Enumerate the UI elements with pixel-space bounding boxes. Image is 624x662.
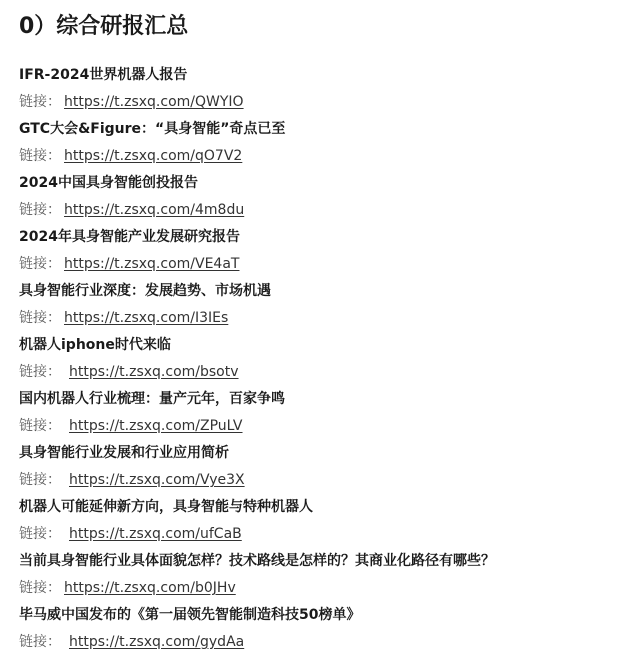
report-title: 毕马威中国发布的《第一届领先智能制造科技50榜单》 [19,607,361,623]
report-title: 当前具身智能行业具体面貌怎样？技术路线是怎样的？其商业化路径有哪些？ [19,553,495,569]
report-link-row [19,89,619,116]
report-link[interactable]: https://t.zsxq.com/Vye3X [69,472,245,488]
report-link[interactable]: https://t.zsxq.com/ufCaB [69,526,242,542]
report-title: 机器人iphone时代来临 [19,337,171,353]
report-title: 具身智能行业发展和行业应用简析 [19,445,229,461]
link-label: 链接： [19,472,61,488]
link-label: 链接： [19,364,61,380]
report-entry [19,494,619,548]
report-entry [19,170,619,224]
report-link[interactable]: https://t.zsxq.com/ZPuLV [69,418,243,434]
report-link-row [19,143,619,170]
link-label: 链接： [19,256,61,272]
report-link[interactable]: https://t.zsxq.com/I3IEs [64,310,229,326]
link-label: 链接： [19,310,61,326]
report-link[interactable]: https://t.zsxq.com/gydAa [69,634,245,650]
report-title: IFR-2024世界机器人报告 [19,67,188,83]
report-list [19,62,619,656]
report-entry [19,62,619,116]
report-link-row [19,521,619,548]
report-link-row [19,575,619,602]
report-title: 机器人可能延伸新方向，具身智能与特种机器人 [19,499,313,515]
report-entry [19,602,619,656]
link-label: 链接： [19,634,61,650]
link-label: 链接： [19,202,61,218]
report-link-row [19,251,619,278]
report-title: 国内机器人行业梳理：量产元年，百家争鸣 [19,391,285,407]
report-link[interactable]: https://t.zsxq.com/QWYIO [64,94,244,110]
link-label: 链接： [19,148,61,164]
report-link[interactable]: https://t.zsxq.com/bsotv [69,364,239,380]
report-title: GTC大会&Figure：“具身智能”奇点已至 [19,121,286,137]
report-entry [19,332,619,386]
report-link-row [19,629,619,656]
report-entry [19,278,619,332]
link-label: 链接： [19,94,61,110]
report-title: 2024年具身智能产业发展研究报告 [19,229,240,245]
report-entry [19,116,619,170]
report-title: 2024中国具身智能创投报告 [19,175,198,191]
link-label: 链接： [19,580,61,596]
link-label: 链接： [19,418,61,434]
report-title: 具身智能行业深度：发展趋势、市场机遇 [19,283,271,299]
report-link-row [19,359,619,386]
report-link[interactable]: https://t.zsxq.com/qO7V2 [64,148,243,164]
section-title: 0）综合研报汇总 [19,14,189,39]
report-link[interactable]: https://t.zsxq.com/VE4aT [64,256,240,272]
report-link[interactable]: https://t.zsxq.com/b0JHv [64,580,236,596]
report-entry [19,386,619,440]
report-entry [19,224,619,278]
report-link[interactable]: https://t.zsxq.com/4m8du [64,202,245,218]
report-entry [19,548,619,602]
report-link-row [19,197,619,224]
report-link-row [19,305,619,332]
link-label: 链接： [19,526,61,542]
report-entry [19,440,619,494]
report-link-row [19,467,619,494]
report-link-row [19,413,619,440]
